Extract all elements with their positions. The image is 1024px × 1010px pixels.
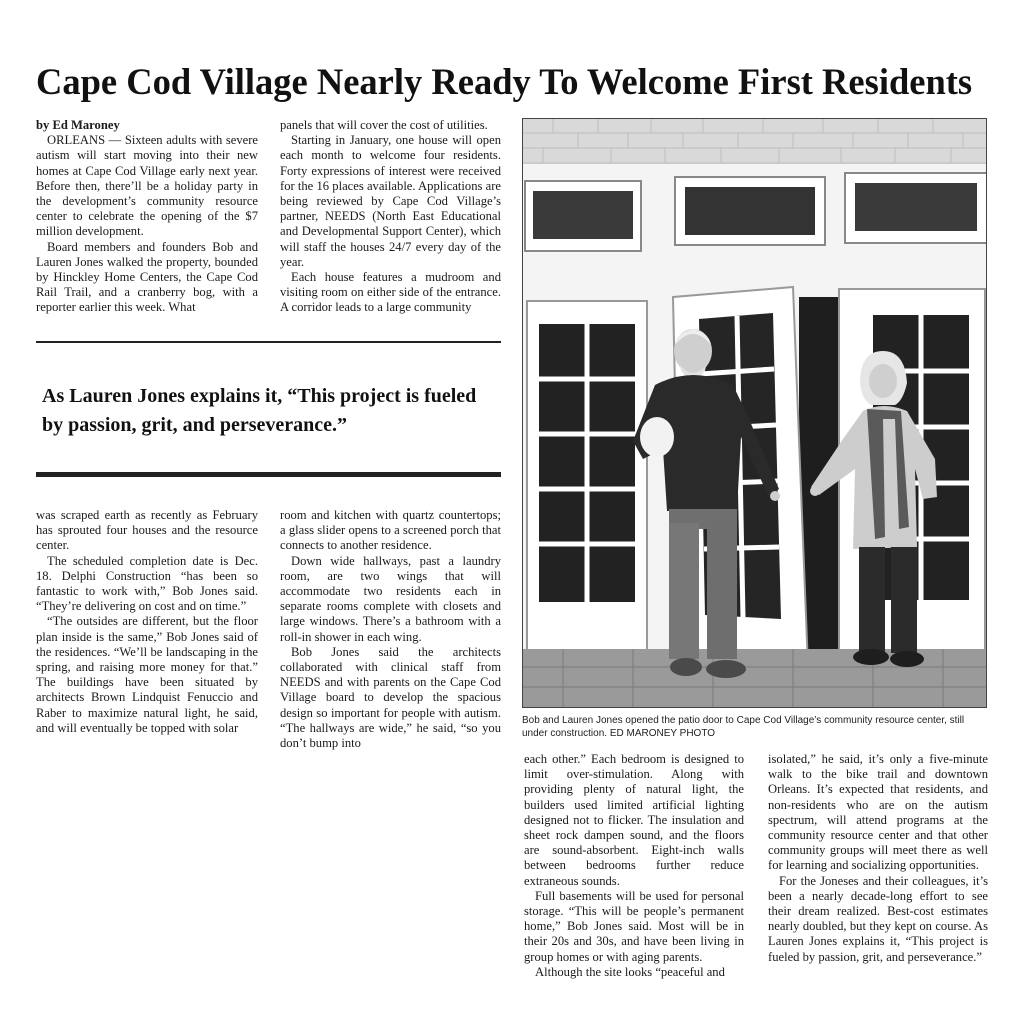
- paragraph: For the Joneses and their colleagues, it’s been a nearly decade-long effort to see their dream realized. Best-cost estimates nearly doubled, but they kept on course. As Lauren Jones explains it, “This project is fueled by passion, grit, and perseverance.”: [768, 873, 988, 964]
- paragraph: “The outsides are different, but the floor plan inside is the same,” Bob Jones said of the residences. “We’ll be landscaping in the spring, and raising more money for that.” The buildings have been situated by architects Brown Lindquist Fenuccio and Raber to maximize natural light, he said, and will eventually be topped with solar: [36, 614, 258, 735]
- photo-illustration: [523, 119, 987, 708]
- divider-rule: [36, 341, 501, 343]
- divider-rule-thick: [36, 472, 501, 477]
- paragraph: each other.” Each bedroom is designed to limit over-stimulation. Along with providing plenty of natural light, the builders used limited artificial lighting designed not to flicker. The insulation and sheet rock dampen sound, and the floors are sound-absorbent. Eight-inch walls between bedrooms further reduce extraneous sounds.: [524, 752, 744, 888]
- article-column-2: [280, 118, 501, 316]
- paragraph: Each house features a mudroom and visiting room on either side of the entrance. A corridor leads to a large community: [280, 270, 501, 315]
- paragraph: Starting in January, one house will open each month to welcome four residents. Forty expressions of interest were received for the 16 places available. Applications are being reviewed by Cape Cod Village’s partner, NEEDS (North East Educational and Developmental Support Center), which will staff the houses 24/7 every day of the year.: [280, 133, 501, 269]
- article-column-1: [36, 118, 258, 316]
- paragraph: Down wide hallways, past a laundry room, are two wings that will accommodate two residents each in separate rooms complete with closets and large windows. There’s a bathroom with a roll-in shower in each wing.: [280, 553, 501, 644]
- paragraph: Board members and founders Bob and Lauren Jones walked the property, bounded by Hinckley Home Centers, the Cape Cod Rail Trail, and a cranberry bog, with a reporter earlier this week. What: [36, 239, 258, 315]
- paragraph: room and kitchen with quartz countertops; a glass slider opens to a screened porch that connects to another residence.: [280, 508, 501, 553]
- article-column-3: [36, 508, 258, 736]
- paragraph: isolated,” he said, it’s only a five-minute walk to the bike trail and downtown Orleans. It’s expected that residents, and non-residents who are on the autism spectrum, will attend programs at the community resource center and that other community groups will meet there as well for learning and socializing opportunities.: [768, 752, 988, 873]
- byline: by Ed Maroney: [36, 118, 120, 132]
- article-column-5: [524, 752, 744, 980]
- article-column-4: [280, 508, 501, 751]
- photo-caption: Bob and Lauren Jones opened the patio door to Cape Cod Village’s community resource center, still under construction. ED MARONEY PHOTO: [522, 715, 965, 739]
- paragraph: was scraped earth as recently as February has sprouted four houses and the resource center.: [36, 508, 258, 553]
- article-photo: [522, 118, 987, 708]
- paragraph: The scheduled completion date is Dec. 18. Delphi Construction “has been so fantastic to work with,” Bob Jones said. “They’re delivering on cost and on time.”: [36, 553, 258, 614]
- paragraph: panels that will cover the cost of utilities.: [280, 118, 488, 132]
- article-column-6: [768, 752, 988, 965]
- headline: Cape Cod Village Nearly Ready To Welcome First Residents: [36, 61, 973, 102]
- paragraph: ORLEANS — Sixteen adults with severe autism will start moving into their new homes at Cape Cod Village early next year. Before then, there’ll be a holiday party in the development’s community resource center to celebrate the opening of the $7 million development.: [36, 133, 258, 239]
- pull-quote: As Lauren Jones explains it, “This project is fueled by passion, grit, and perseverance.”: [42, 385, 477, 436]
- paragraph: Full basements will be used for personal storage. “This will be people’s permanent home,” Bob Jones said. Most will be in their 20s and 30s, and have been living in group homes or with aging parents.: [524, 888, 744, 964]
- paragraph: Although the site looks “peaceful and: [535, 964, 725, 979]
- paragraph: Bob Jones said the architects collaborated with clinical staff from NEEDS and with parents on the Cape Cod Village board to develop the spacious design so important for people with autism. “The hallways are wide,” he said, “so you don’t bump into: [280, 644, 501, 751]
